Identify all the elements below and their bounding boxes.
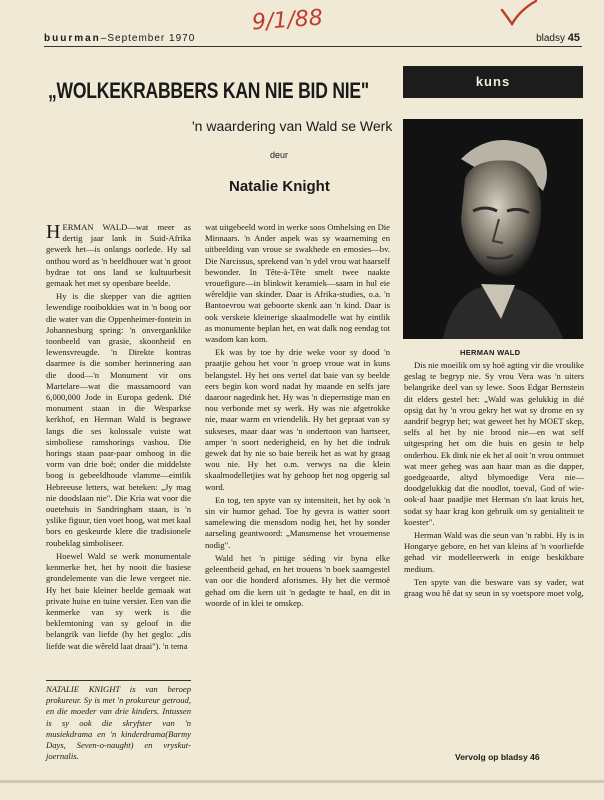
page-header-right — [536, 32, 580, 44]
paragraph: wat uitgebeeld word in werke soos Omhelsing en Die Minnaars. 'n Ander aspek was sy waarneming en uitbeelding van vroue se swakhede en emosies—bv. Die Narcissus, sprekend van 'n ydel vrou wat haarself bewonder. In Tête-à-Tête smelt twee naakte vrouefigure—in blinkwit keramiek—saam in hul eie wêreldjie van skinder. Daar is Afrika-studies, o.a. 'n Bantoevrou wat geboorte skenk aan 'n kind. Daar is ook verskeie kleinerige skaalmodelle wat hy eintlik as monumente beplan het, en wat dalk nog eendag tot wasdom kan kom. — [205, 222, 390, 345]
handwritten-date: 9/1/88 — [251, 5, 324, 36]
page-label: bladsy — [536, 33, 565, 44]
article-column-2 — [205, 222, 390, 611]
article-subtitle: 'n waardering van Wald se Werk — [192, 118, 393, 134]
page-number: 45 — [567, 32, 580, 44]
author-bio: NATALIE KNIGHT is van beroep prokureur. Sy is met 'n prokureur getroud, en die moeder van drie kinders. Intussen is sy ook die skryfster van 'n musiekdrama en 'n kinderdrama(Barmy Days, Seven-o-naught) en vryskut-joernalis. — [46, 680, 191, 762]
portrait-photo — [403, 119, 583, 339]
photo-caption: HERMAN WALD — [460, 348, 521, 357]
header-rule — [44, 46, 582, 47]
paragraph: Dis nie moeilik om sy hoë agting vir die vroulike geslag te begryp nie. Sy vrou Vera was 'n uiters belangrike deel van sy lewe. Soos Edgar Bernstein dit elders gestel het: „Wald was gelukkig in dié opsig dat hy 'n vrou gekry het wat sy drome en sy aandrif begryp het; wat geweet het hy MOET skep, selfs al het hy nie brood nie—en wat self uitgespring het om die huis en gesin te help onderhou. Ek dink nie ek het al ooit 'n vrou ontmoet wat meer geheg was aan haar man as die dapper, goedgeaarde, altyd blymoedige Vera nie—doodgelukkig dat die noodlot, toeval, God of wie-ook-al haar paadjie met Herman s'n laat kruis het, sodat sy haar krag kon gebruik om sy genialiteit te koester". — [404, 360, 584, 527]
page-header-left — [44, 33, 195, 44]
paragraph: Hy is die skepper van die agttien lewendige rooibokkies wat in 'n boog oor die water van die Oppenheimer-fontein in Johannesburg spring: 'n onverganklike toonbeeld van grasie, skoonheid en lewensvreugde. 'n Direkte kontras daarmee is die somber herinnering aan die dood—'n Monument vir ons Martelare—wat die massamoord van 6,000,000 Jode in Europa gedenk. Dié monument staan in die Wesparkse kerkhof, en Herman Wald is begrawe langs die ses kolossale vuiste wat simboliese ramshorings vashou. Die horings staan paar-paar omhoog in die vorm van drie boë; onder die middelste boog is gebeeldhoude vlamme—eintlik Hebreeuse letters, wat beteken: „Jy mag nie doodslaan nie". Die Kria wat voor die ouetehuis in Sandringham staan, is 'n yslike figuur, tien voet hoog, wat met kaal bors en geskeurde klere die tradisionele roubeklag simboliseer. — [46, 291, 191, 548]
paragraph: Ek was by toe hy drie weke voor sy dood 'n praatjie gehou het voor 'n groep vroue wat in kuns belangstel. Hy het ons vertel dat baie van sy beelde eers begin kon word nadat hy maande en selfs jare daaroor nagedink het. Hy was 'n diepernstige man en nou verbonde met sy werk. Hy was nie afgetrokke nie, maar warm en vriendelik. Hy het gepraat van sy sukseses, maar daar was 'n ondertoon van hartseer, amper 'n soort nederigheid, en hy het die indruk gewek dat hy nie so baie bereik het as wat hy graag wou nie. Hy het o.m. verwys na die klein skaalmodelletjies wat hy gehoop het nog opgerig sal word. — [205, 347, 390, 492]
byline-word: deur — [270, 150, 289, 160]
magazine-name: buurman — [44, 33, 101, 44]
issue-date: –September 1970 — [100, 33, 196, 44]
article-column-3 — [404, 360, 584, 601]
paragraph: Ten spyte van die besware van sy vader, wat graag wou hê dat sy seun in sy voetspore moet volg, — [404, 576, 584, 599]
paragraph: Herman Wald was die seun van 'n rabbi. Hy is in Hongarye gebore, en het van kleins af 'n voorliefde gehad vir modelleerwerk in enige beskikbare medium. — [404, 530, 584, 574]
continued-note: Vervolg op bladsy 46 — [455, 752, 540, 762]
article-column-1 — [46, 222, 191, 654]
paragraph: Hoewel Wald se werk monumentale kenmerke het, het hy nooit die basiese grondelemente van die lewe vergeet nie. Hy het baie kleiner beelde gemaak wat private huise en tuine versier. Een van die kenmerke van sy werk is die beklemtoning van sy geloof in die belangrik van liefde (hy het geglo: „dis liefde wat die wêreld laat draai"). 'n tema — [46, 550, 191, 651]
paragraph — [46, 222, 191, 289]
paragraph: En tog, ten spyte van sy intensiteit, het hy ook 'n sin vir humor gehad. Toe hy gevra is watter soort samelewing die mensdom nodig het, het hy sonder aarseling geantwoord: „Mansmense het vrouemense nodig". — [205, 494, 390, 550]
paragraph-text: ERMAN WALD—wat meer as dertig jaar lank in Suid-Afrika gewerk het—is onlangs oorlede. Hy sal onthou word as 'n beeldhouer wat 'n groot bydrae tot ons land se kultuurbesit gemaak het met sy openbare beelde. — [46, 222, 191, 289]
paragraph: Wald het 'n pittige séding vir byna elke geleentheid gehad, en het trouens 'n boek saamgestel van oor die honderd aforismes. Hy het die vermoë gehad om die kern uit 'n gedagte te haal, en dit in woorde of in klei te omskep. — [205, 552, 390, 608]
paper-crease — [0, 780, 604, 783]
portrait-illustration — [403, 119, 583, 339]
checkmark-icon — [500, 0, 538, 26]
author-name: Natalie Knight — [229, 178, 330, 195]
section-banner: kuns — [403, 66, 583, 98]
article-headline: „WOLKEKRABBERS KAN NIE BID NIE" — [48, 78, 369, 103]
drop-cap: H — [46, 221, 61, 243]
